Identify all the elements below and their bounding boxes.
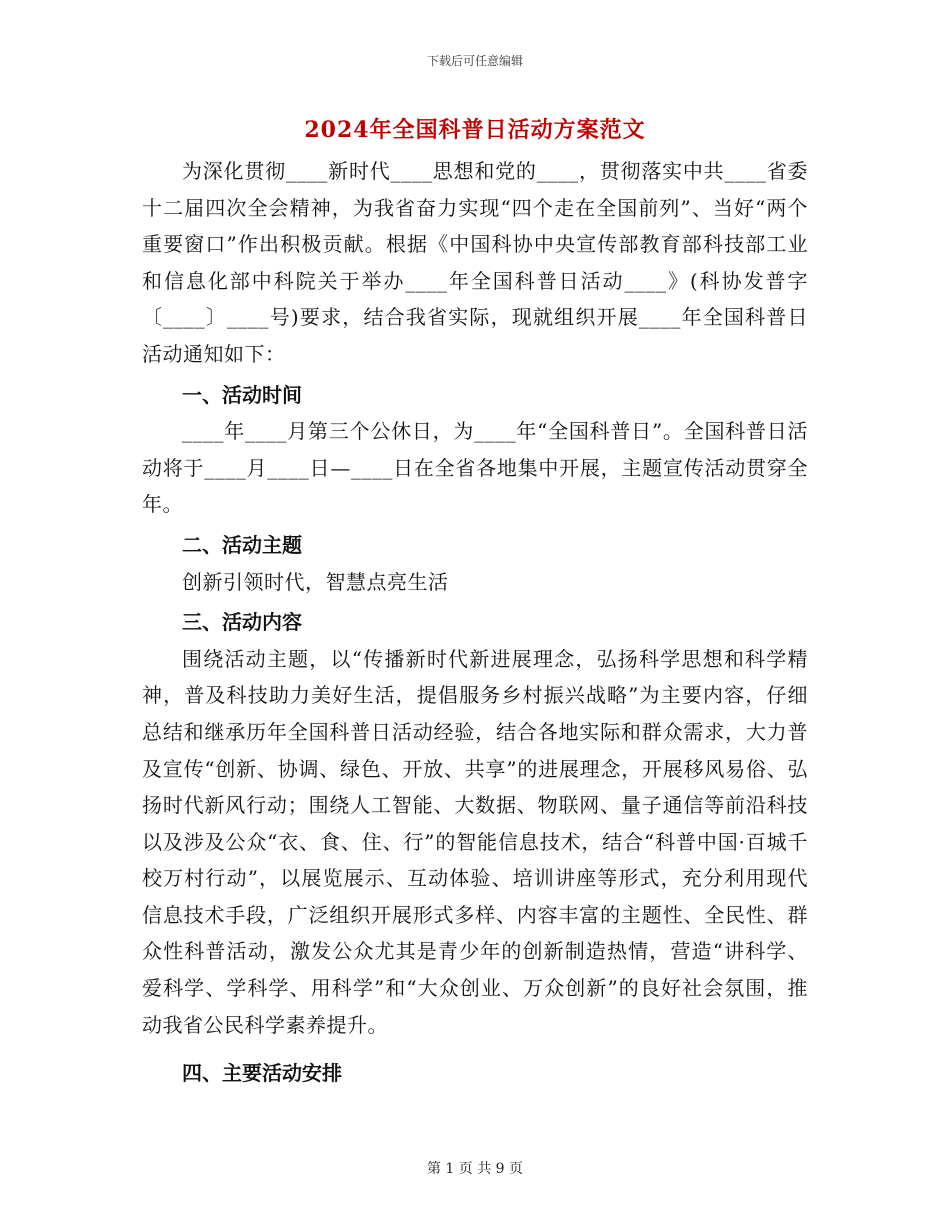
- section-text-content: 围绕活动主题，以“传播新时代新进展理念，弘扬科学思想和科学精神，普及科技助力美好生活，提倡服务乡村振兴战略”为主要内容，仔细总结和继承历年全国科普日活动经验，结合各地实际和群众需求，大力普及宣传“创新、协调、绿色、开放、共享”的进展理念，开展移风易俗、弘扬时代新风行动；围绕人工智能、大数据、物联网、量子通信等前沿科技以及涉及公众“衣、食、住、行”的智能信息技术，结合“科普中国·百城千校万村行动”，以展览展示、互动体验、培训讲座等形式，充分利用现代信息技术手段，广泛组织开展形式多样、内容丰富的主题性、全民性、群众性科普活动，激发公众尤其是青少年的创新制造热情，营造“讲科学、爱科学、学科学、用科学”和“大众创业、万众创新”的良好社会氛围，推动我省公民科学素养提升。: [142, 646, 808, 1037]
- document-title: 2024年全国科普日活动方案范文: [304, 117, 646, 143]
- page-header-note: 下载后可任意编辑: [426, 54, 523, 68]
- section-heading-arrangement: 四、主要活动安排: [182, 1061, 342, 1086]
- document-body: [142, 153, 808, 1092]
- section-heading-time: 一、活动时间: [182, 382, 302, 407]
- section-heading-theme: 二、活动主题: [182, 532, 302, 557]
- intro-paragraph: 为深化贯彻____新时代____思想和党的____，贯彻落实中共____省委十二届四次全会精神，为我省奋力实现“四个走在全国前列”、当好“两个重要窗口”作出积极贡献。根据《中国科协中央宣传部教育部科技部工业和信息化部中科院关于举办____年全国科普日活动____》(科协发普字〔____〕____号)要求，结合我省实际，现就组织开展____年全国科普日活动通知如下：: [142, 159, 808, 366]
- section-text-theme: 创新引领时代，智慧点亮生活: [182, 569, 449, 594]
- section-heading-content: 三、活动内容: [182, 610, 302, 635]
- page-number: 第 1 页 共 9 页: [426, 1161, 524, 1177]
- section-text-time: ____年____月第三个公休日，为____年“全国科普日”。全国科普日活动将于____月____日—____日在全省各地集中开展，主题宣传活动贯穿全年。: [142, 419, 808, 517]
